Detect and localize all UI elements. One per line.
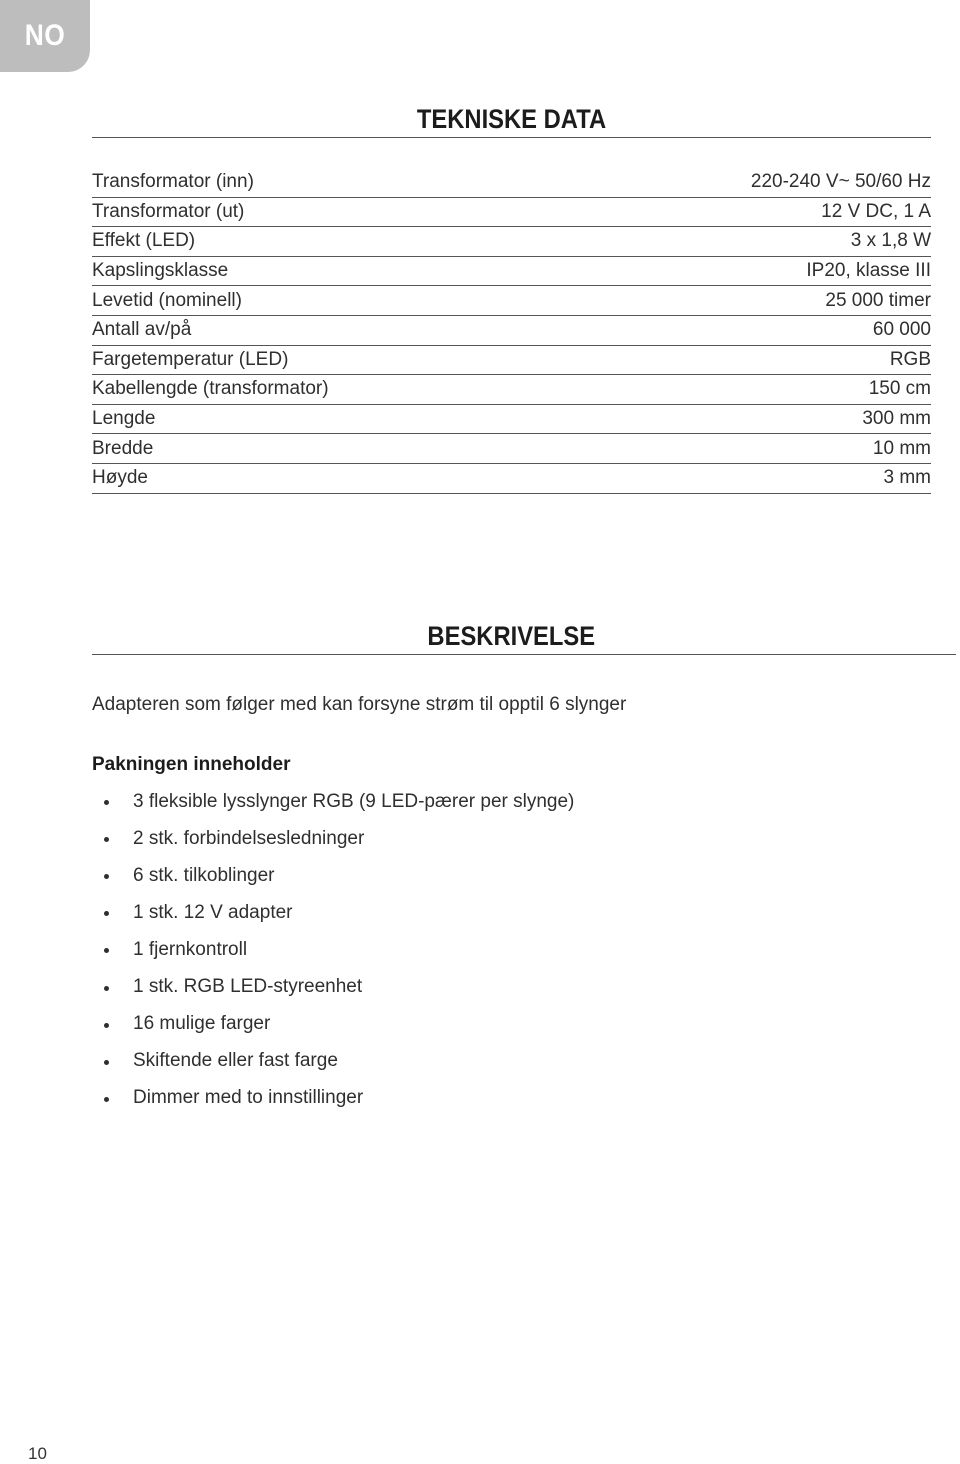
spec-table xyxy=(92,168,931,494)
package-list xyxy=(104,783,574,1117)
spec-row xyxy=(92,346,931,376)
package-item xyxy=(104,857,574,894)
bullet-icon xyxy=(104,800,109,805)
bullet-icon xyxy=(104,1097,109,1102)
page-number: 10 xyxy=(28,1444,47,1463)
package-item-text: 2 stk. forbindelsesledninger xyxy=(133,827,365,849)
spec-row xyxy=(92,227,931,257)
bullet-icon xyxy=(104,911,109,916)
package-item xyxy=(104,968,574,1005)
package-item-text: 1 stk. RGB LED-styreenhet xyxy=(133,976,363,998)
description-title-rule xyxy=(92,654,956,655)
bullet-icon xyxy=(104,948,109,953)
spec-value: 150 cm xyxy=(868,378,931,400)
package-item-text: Dimmer med to innstillinger xyxy=(133,1087,364,1109)
package-item-text: 16 mulige farger xyxy=(133,1013,271,1035)
spec-value: 12 V DC, 1 A xyxy=(821,200,931,222)
package-item-text: 1 fjernkontroll xyxy=(133,938,248,960)
spec-label: Levetid (nominell) xyxy=(92,289,242,311)
language-tab xyxy=(0,0,90,72)
spec-value: 300 mm xyxy=(862,408,931,430)
spec-value: 3 x 1,8 W xyxy=(850,230,931,252)
spec-row xyxy=(92,198,931,228)
language-code: NO xyxy=(24,19,66,52)
spec-row xyxy=(92,168,931,198)
bullet-icon xyxy=(104,1060,109,1065)
spec-label: Antall av/på xyxy=(92,319,192,341)
bullet-icon xyxy=(104,874,109,879)
package-item xyxy=(104,894,574,931)
spec-value: IP20, klasse III xyxy=(806,260,931,282)
package-item xyxy=(104,783,574,820)
spec-row xyxy=(92,316,931,346)
spec-value: 25 000 timer xyxy=(825,289,931,311)
spec-label: Høyde xyxy=(92,467,148,489)
tech-data-title: TEKNISKE DATA xyxy=(416,104,607,134)
package-item-text: 6 stk. tilkoblinger xyxy=(133,864,275,886)
spec-row xyxy=(92,405,931,435)
spec-label: Transformator (inn) xyxy=(92,171,254,193)
package-item xyxy=(104,1006,574,1043)
spec-label: Lengde xyxy=(92,408,156,430)
package-item xyxy=(104,931,574,968)
spec-row xyxy=(92,434,931,464)
spec-row xyxy=(92,375,931,405)
package-item-text: 3 fleksible lysslynger RGB (9 LED-pærer per slynge) xyxy=(133,790,575,812)
package-heading: Pakningen inneholder xyxy=(92,754,291,775)
description-title: BESKRIVELSE xyxy=(427,621,596,651)
spec-value: 60 000 xyxy=(872,319,931,341)
package-item-text: Skiftende eller fast farge xyxy=(133,1050,338,1072)
bullet-icon xyxy=(104,986,109,991)
bullet-icon xyxy=(104,837,109,842)
spec-value: 10 mm xyxy=(872,437,931,459)
spec-label: Fargetemperatur (LED) xyxy=(92,348,289,370)
spec-label: Bredde xyxy=(92,437,154,459)
bullet-icon xyxy=(104,1023,109,1028)
package-item xyxy=(104,1043,574,1080)
spec-label: Effekt (LED) xyxy=(92,230,196,252)
spec-label: Kabellengde (transformator) xyxy=(92,378,329,400)
spec-row xyxy=(92,286,931,316)
package-item-text: 1 stk. 12 V adapter xyxy=(133,901,293,923)
package-item xyxy=(104,1080,574,1117)
spec-label: Transformator (ut) xyxy=(92,200,245,222)
spec-value: 220-240 V~ 50/60 Hz xyxy=(750,171,931,193)
spec-value: RGB xyxy=(889,348,931,370)
spec-value: 3 mm xyxy=(883,467,931,489)
spec-row xyxy=(92,464,931,494)
package-item xyxy=(104,820,574,857)
spec-label: Kapslingsklasse xyxy=(92,260,229,282)
tech-title-rule xyxy=(92,137,931,138)
spec-row xyxy=(92,257,931,287)
description-text: Adapteren som følger med kan forsyne strøm til opptil 6 slynger xyxy=(92,694,627,715)
